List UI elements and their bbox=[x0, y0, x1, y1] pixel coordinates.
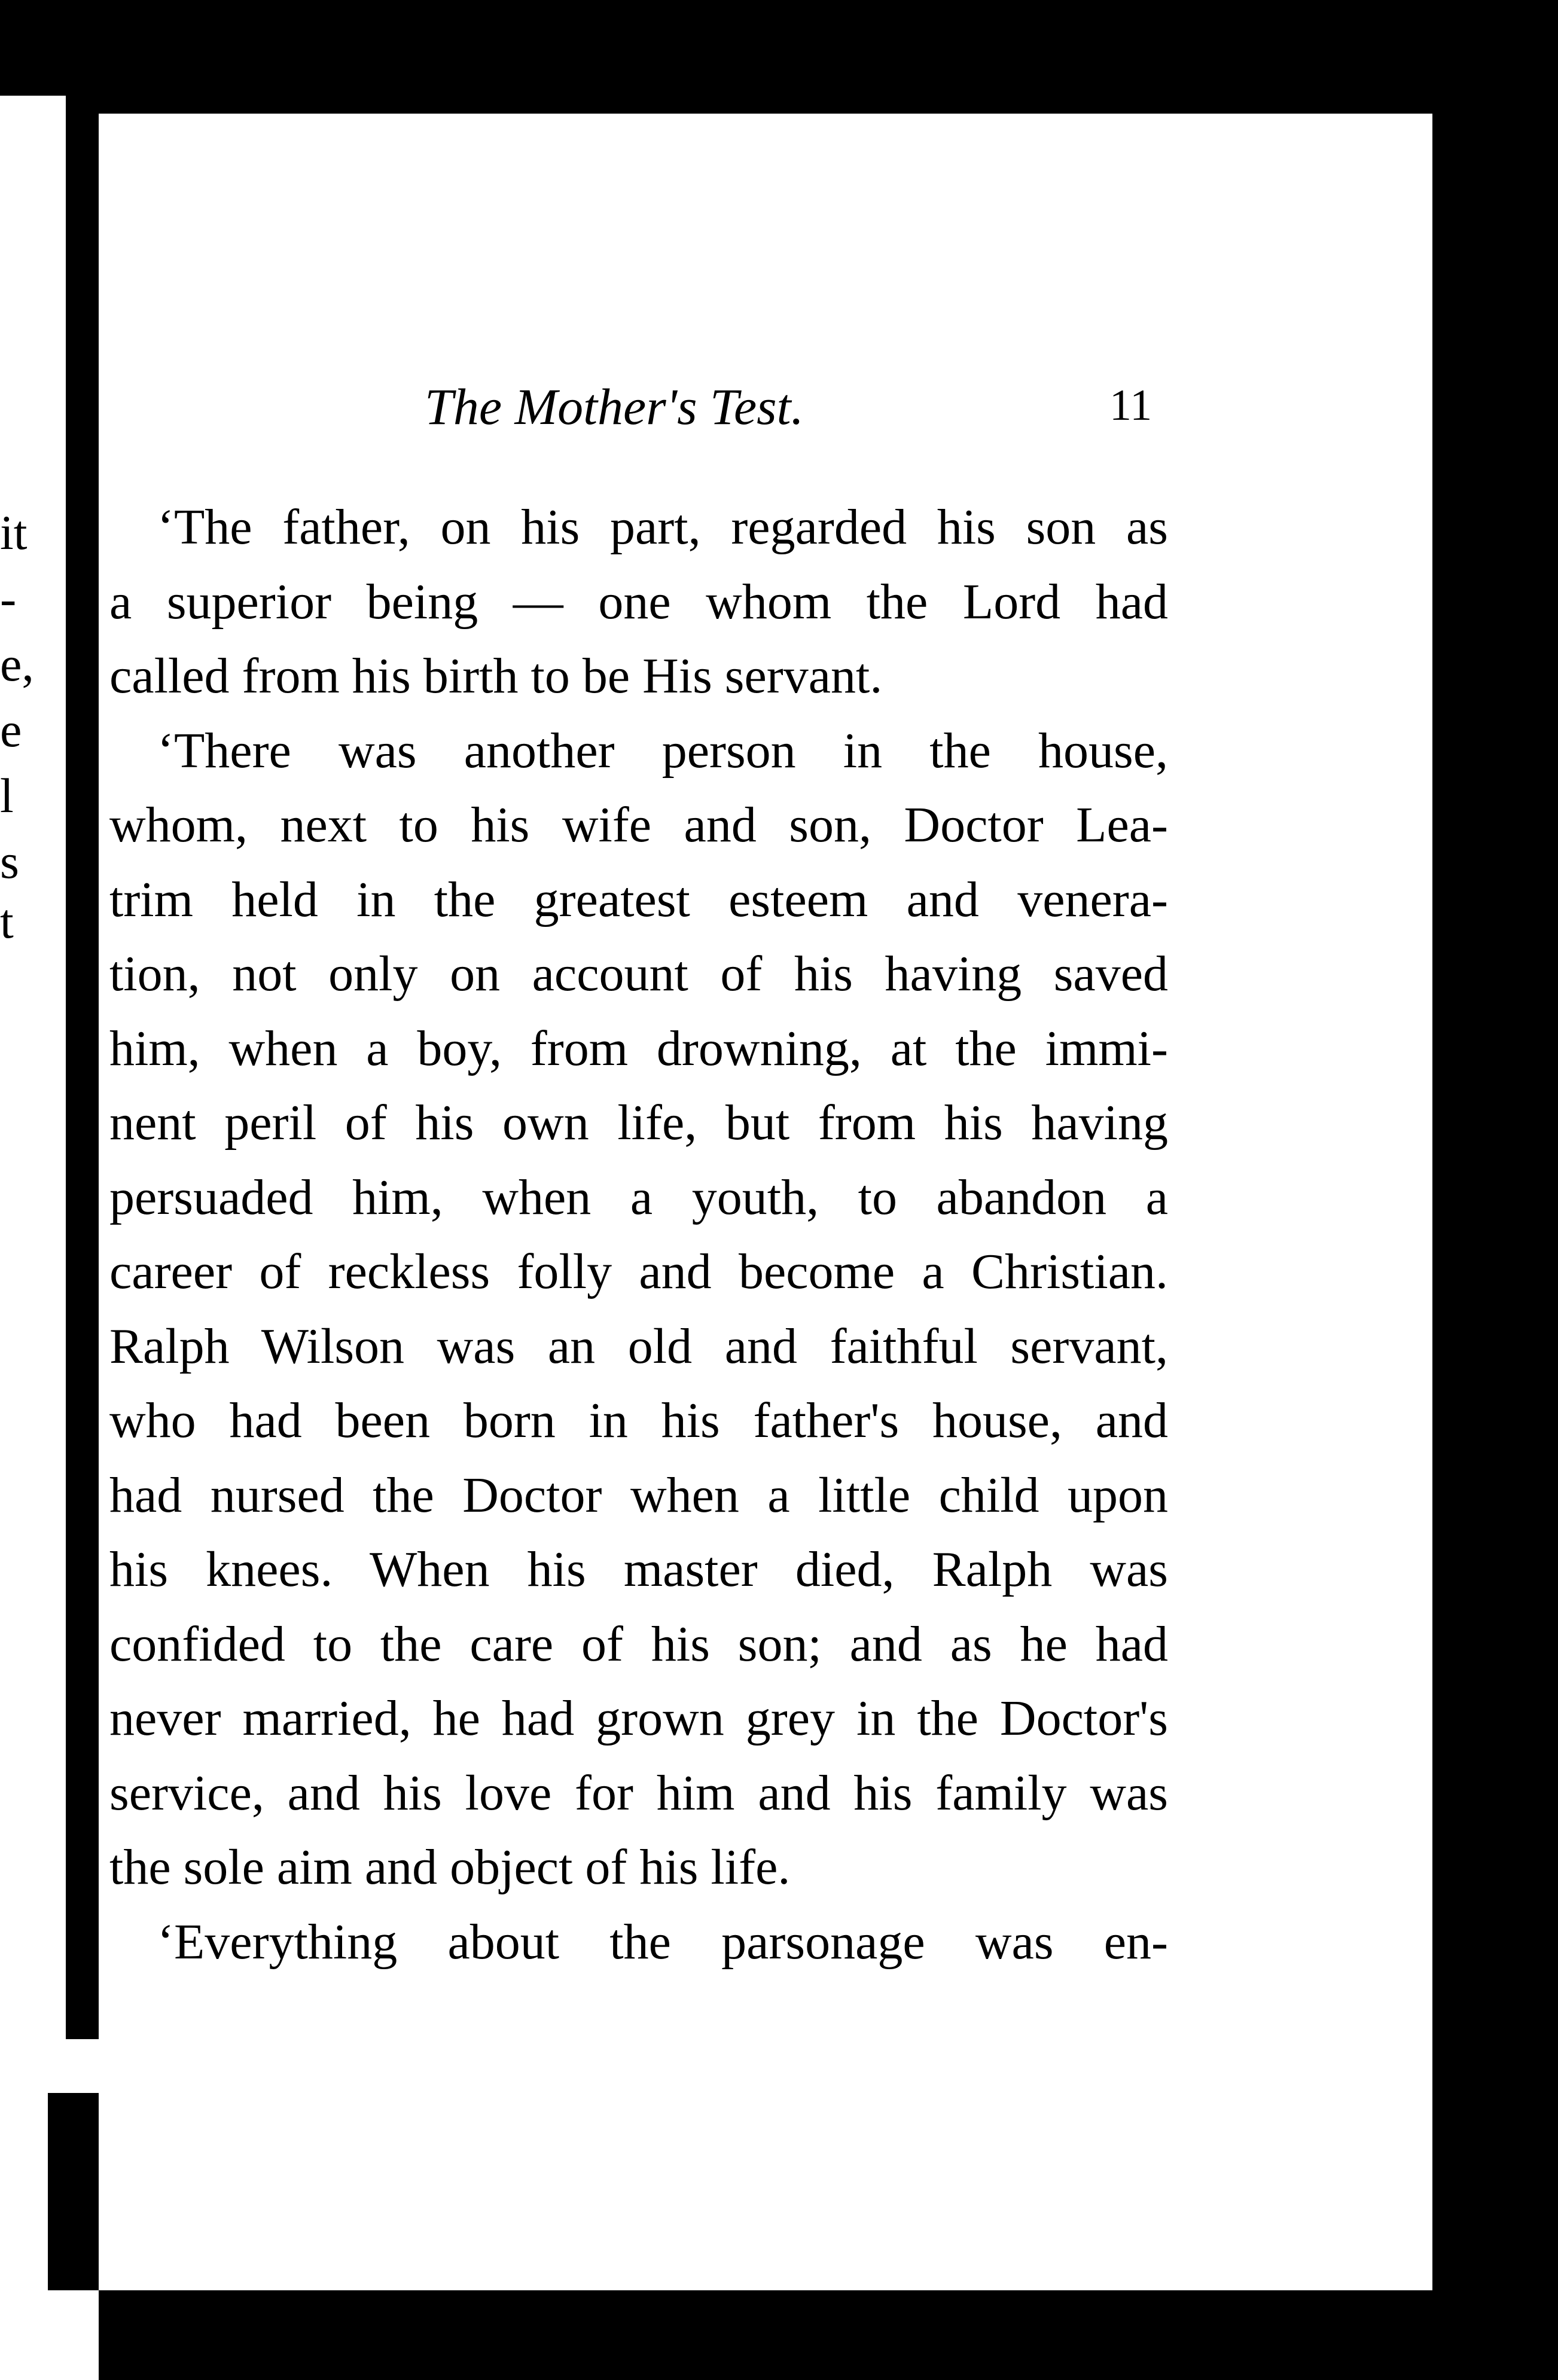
adjacent-page-fragment: s bbox=[0, 834, 19, 889]
text-line: career of reckless folly and become a Christian. bbox=[109, 1244, 1168, 1299]
text-line: confided to the care of his son; and as he had bbox=[109, 1616, 1168, 1672]
text-line: ‘The father, on his part, regarded his son as bbox=[157, 499, 1168, 555]
text-line: his knees. When his master died, Ralph was bbox=[109, 1542, 1168, 1597]
adjacent-page-fragment: t bbox=[0, 894, 14, 948]
adjacent-page-fragment: l bbox=[0, 768, 14, 823]
text-line: ‘Everything about the parsonage was en- bbox=[157, 1914, 1168, 1970]
paragraph bbox=[109, 714, 1168, 1905]
text-line: nent peril of his own life, but from his having bbox=[109, 1095, 1168, 1151]
text-line: never married, he had grown grey in the Doctor's bbox=[109, 1691, 1168, 1746]
text-line: a superior being — one whom the Lord had bbox=[109, 573, 1168, 630]
text-line: whom, next to his wife and son, Doctor Lea- bbox=[109, 797, 1168, 853]
page-header bbox=[99, 377, 1432, 443]
text-line: trim held in the greatest esteem and venera- bbox=[109, 871, 1168, 927]
text-line: ‘There was another person in the house, bbox=[157, 722, 1168, 779]
book-page bbox=[99, 114, 1432, 2290]
text-line: had nursed the Doctor when a little child upon bbox=[109, 1467, 1168, 1523]
adjacent-page-fragment: - bbox=[0, 571, 17, 625]
body-text bbox=[109, 490, 1168, 1979]
adjacent-page-fragment: e bbox=[0, 703, 22, 757]
text-line: the sole aim and object of his life. bbox=[109, 1839, 791, 1895]
text-line: him, when a boy, from drowning, at the immi- bbox=[109, 1020, 1168, 1076]
text-line: Ralph Wilson was an old and faithful servant, bbox=[109, 1318, 1168, 1374]
text-line: who had been born in his father's house, and bbox=[109, 1393, 1168, 1448]
paragraph bbox=[109, 490, 1168, 714]
text-line: persuaded him, when a youth, to abandon a bbox=[109, 1169, 1168, 1225]
paragraph bbox=[109, 1905, 1168, 1980]
adjacent-page-fragment: it bbox=[0, 505, 28, 560]
adjacent-page-fragment: e, bbox=[0, 637, 34, 691]
text-line: called from his birth to be His servant. bbox=[109, 648, 883, 704]
text-line: tion, not only on account of his having saved bbox=[109, 946, 1168, 1002]
running-title: The Mother's Test. bbox=[425, 378, 804, 435]
page-number: 11 bbox=[1109, 381, 1153, 430]
scan-border-right bbox=[1432, 0, 1558, 2379]
text-line: service, and his love for him and his family was bbox=[109, 1765, 1168, 1821]
